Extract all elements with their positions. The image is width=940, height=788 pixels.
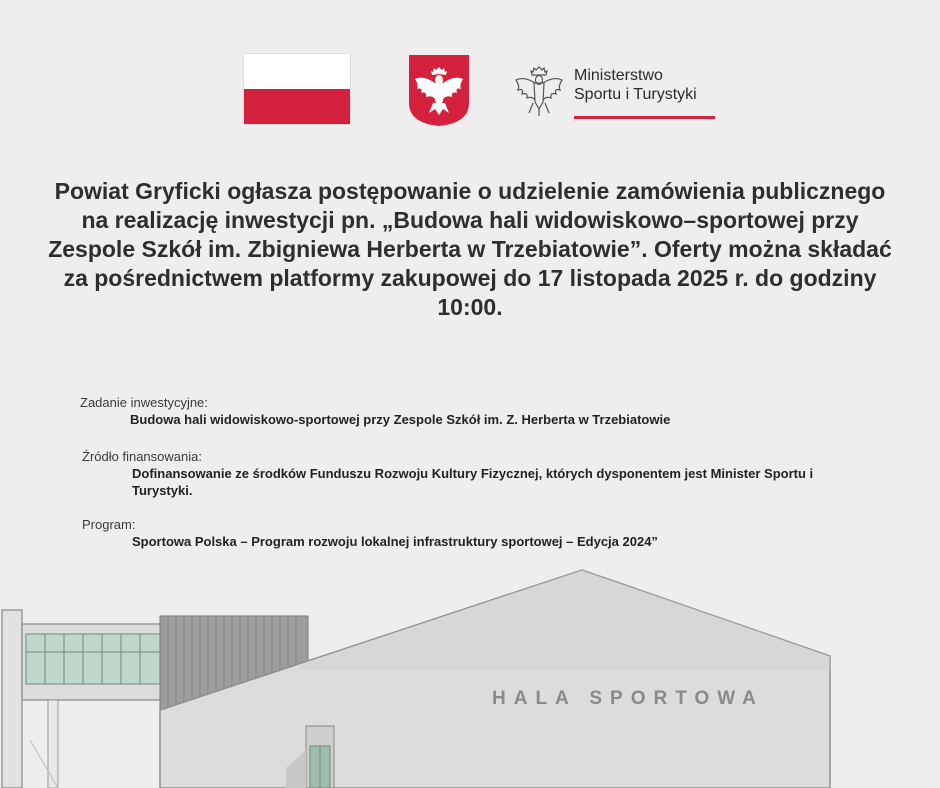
ministry-underline	[574, 116, 715, 119]
task-value: Budowa hali widowiskowo-sportowej przy Zespole Szkół im. Z. Herberta w Trzebiatowie	[130, 412, 671, 427]
coat-of-arms-icon	[407, 53, 471, 128]
ministry-logo	[512, 60, 722, 122]
program-label: Program:	[82, 517, 136, 532]
announcement-headline: Powiat Gryficki ogłasza postępowanie o udzielenie zamówienia publicznego na realizację inwestycji pn. „Budowa hali widowiskowo–sportowej przy Zespole Szkół im. Zbigniewa Herberta w Trzebiatowie”. Oferty można składać za pośrednictwem platformy zakupowej do 17 listopada 2025 r. do godziny 10:00.	[48, 178, 892, 320]
ministry-name	[574, 66, 697, 104]
program-value: Sportowa Polska – Program rozwoju lokalnej infrastruktury sportowej – Edycja 2024”	[132, 534, 658, 549]
funding-section	[82, 448, 852, 499]
polish-flag-icon	[244, 54, 350, 124]
funding-label: Źródło finansowania:	[82, 449, 202, 464]
funding-value: Dofinansowanie ze środków Funduszu Rozwoju Kultury Fizycznej, których dysponentem jest Minister Sportu i Turystyki.	[132, 466, 814, 498]
hall-sign: HALA SPORTOWA	[492, 688, 764, 709]
ministry-name-line1: Ministerstwo	[574, 67, 663, 84]
ministry-name-line2: Sportu i Turystyki	[574, 86, 697, 103]
program-section	[82, 516, 852, 550]
task-section	[80, 394, 850, 428]
sports-hall-illustration	[0, 560, 940, 788]
task-label: Zadanie inwestycyjne:	[80, 395, 208, 410]
eagle-icon	[512, 62, 566, 120]
